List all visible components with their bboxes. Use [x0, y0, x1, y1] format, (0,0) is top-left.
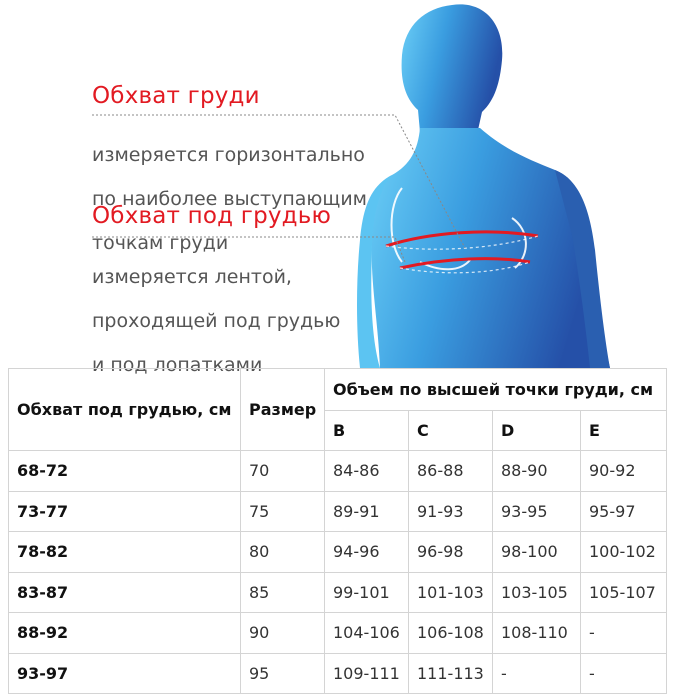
- cell-cup-c: 91-93: [409, 491, 493, 532]
- cell-cup-d: 108-110: [493, 613, 581, 654]
- underbust-heading: Обхват под грудью: [92, 203, 332, 229]
- table-row: [9, 451, 667, 492]
- cell-cup-b: 84-86: [325, 451, 409, 492]
- cell-cup-c: 111-113: [409, 653, 493, 694]
- cell-cup-e: 95-97: [581, 491, 667, 532]
- cell-cup-b: 99-101: [325, 572, 409, 613]
- header-underbust: Обхват под грудью, см: [9, 369, 241, 451]
- bust-heading: Обхват груди: [92, 83, 260, 109]
- cell-underbust: 78-82: [9, 532, 241, 573]
- cell-size: 85: [241, 572, 325, 613]
- table-row: [9, 653, 667, 694]
- underbust-description-line: и под лопатками: [92, 354, 263, 376]
- cell-cup-e: 90-92: [581, 451, 667, 492]
- cell-size: 80: [241, 532, 325, 573]
- bust-description-line: точкам груди: [92, 232, 229, 254]
- size-table: [8, 368, 667, 694]
- cell-cup-d: 93-95: [493, 491, 581, 532]
- table-row: [9, 613, 667, 654]
- table-row: [9, 572, 667, 613]
- underbust-description-line: проходящей под грудью: [92, 310, 341, 332]
- cell-cup-e: 100-102: [581, 532, 667, 573]
- cell-cup-c: 86-88: [409, 451, 493, 492]
- cell-cup-d: 88-90: [493, 451, 581, 492]
- mannequin-head: [402, 4, 503, 132]
- cell-cup-c: 96-98: [409, 532, 493, 573]
- cell-size: 70: [241, 451, 325, 492]
- cell-underbust: 68-72: [9, 451, 241, 492]
- cell-size: 95: [241, 653, 325, 694]
- cell-cup-b: 89-91: [325, 491, 409, 532]
- header-size: Размер: [241, 369, 325, 451]
- header-cup-group: Объем по высшей точки груди, см: [325, 369, 667, 411]
- cell-size: 90: [241, 613, 325, 654]
- cell-underbust: 93-97: [9, 653, 241, 694]
- table-row: [9, 532, 667, 573]
- cell-cup-b: 94-96: [325, 532, 409, 573]
- cell-cup-e: -: [581, 613, 667, 654]
- bust-description-line: по наиболее выступающим: [92, 188, 367, 210]
- cell-cup-d: -: [493, 653, 581, 694]
- cell-cup-e: -: [581, 653, 667, 694]
- cell-cup-d: 98-100: [493, 532, 581, 573]
- header-cup-c: C: [409, 411, 493, 451]
- cell-size: 75: [241, 491, 325, 532]
- cell-underbust: 73-77: [9, 491, 241, 532]
- table-row: [9, 491, 667, 532]
- cell-cup-e: 105-107: [581, 572, 667, 613]
- cell-cup-b: 109-111: [325, 653, 409, 694]
- cell-cup-c: 106-108: [409, 613, 493, 654]
- cell-underbust: 83-87: [9, 572, 241, 613]
- header-cup-b: B: [325, 411, 409, 451]
- bust-description-line: измеряется горизонтально: [92, 144, 365, 166]
- cell-underbust: 88-92: [9, 613, 241, 654]
- underbust-description-line: измеряется лентой,: [92, 266, 292, 288]
- cell-cup-c: 101-103: [409, 572, 493, 613]
- cell-cup-b: 104-106: [325, 613, 409, 654]
- header-cup-d: D: [493, 411, 581, 451]
- header-cup-e: E: [581, 411, 667, 451]
- cell-cup-d: 103-105: [493, 572, 581, 613]
